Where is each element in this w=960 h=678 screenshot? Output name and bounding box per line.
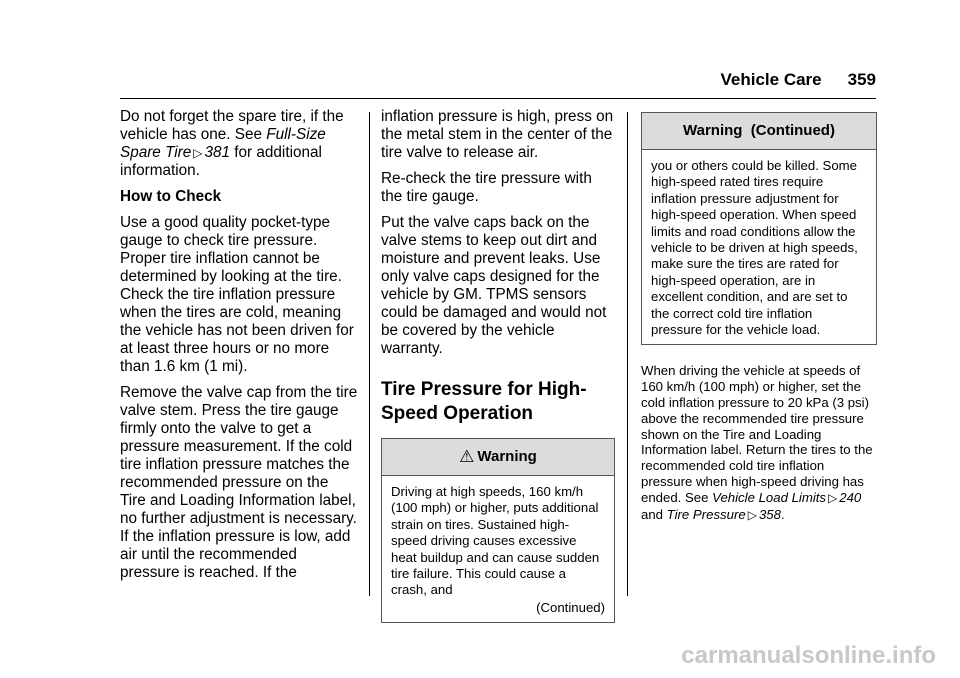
how-to-check-heading: How to Check [120,188,222,205]
watermark: carmanualsonline.info [681,642,936,669]
vehicle-load-limits-link[interactable]: Vehicle Load Limits [712,489,827,505]
high-speed-paragraph [641,363,877,523]
tire-pressure-link[interactable]: Tire Pressure [666,506,746,522]
triangle-right-icon: ▷ [828,490,838,505]
warning-title [382,439,614,476]
spare-tire-link[interactable]: Full-Size Spare Tire [120,126,326,161]
gauge-paragraph: Use a good quality pocket-type gauge to check tire pressure. Proper tire inflation cannot be determined by looking at the tire. Check the tire inflation pressure when the tires are cold, meaning the vehicle has not been driven for at least three hours or no more than 1.6 km (1 mi). [120,214,354,375]
warning-body-text: Driving at high speeds, 160 km/h (100 mph) or higher, puts additional strain on tires. Sustained high-speed driving causes excessive heat buildup and can cause sudden tire failure. This could cause a crash, and [391,484,600,598]
column-3 [641,108,877,531]
warning-icon: ⚠ [459,447,475,466]
release-air-paragraph: inflation pressure is high, press on the metal stem in the center of the tire valve to release air. [381,108,614,161]
recheck-paragraph: Re-check the tire pressure with the tire gauge. [381,170,592,205]
warning-body [382,476,614,622]
spare-tire-page-ref[interactable]: 381 [204,144,231,161]
triangle-right-icon: ▷ [747,507,757,522]
warning-box [381,438,615,623]
triangle-right-icon: ▷ [193,146,203,160]
text: for additional information. [120,144,322,179]
spare-tire-paragraph [120,108,358,180]
warning-continued-box [641,112,877,345]
text: Do not forget the spare tire, if the vehicle has one. See [120,108,344,143]
column-2 [381,108,615,623]
header-rule [120,98,876,99]
warning-continued-title: Warning (Continued) [642,113,876,150]
warning-continued-body: you or others could be killed. Some high-speed rated tires require inflation pressure adjustment for high-speed operation. When speed limits and road conditions allow the vehicle to be driven at high speeds, make sure the tires are rated for high-speed operation, are in excellent condition, and are set to the correct cold tire inflation pressure for the vehicle load. [651,158,858,338]
text: When driving the vehicle at speeds of 160 km/h (100 mph) or higher, set the cold inflation pressure to 20 kPa (3 psi) above the recommended tire pressure shown on the Tire and Loading Information label. Return the tires to the recommended cold tire inflation pressure when high-speed driving has ended. See [641,363,873,505]
column-divider-2 [627,112,628,596]
page-header [0,70,876,90]
tire-pressure-page-ref[interactable]: 358 [758,506,781,522]
section-title: Vehicle Care [720,70,822,89]
text: and [641,506,667,522]
warning-title-text: Warning [477,448,537,465]
valve-cap-paragraph: Remove the valve cap from the tire valve stem. Press the tire gauge firmly onto the valve to get a pressure measurement. If the cold tire inflation pressure matches the recommended pressure on the Tire and Loading Information label, no further adjustment is necessary. If the inflation pressure is low, add air until the recommended pressure is reached. If the [120,384,358,581]
page-number: 359 [847,70,876,89]
column-divider-1 [369,112,370,596]
text: . [780,506,785,522]
high-speed-heading: Tire Pressure for High-Speed Operation [381,379,587,424]
vehicle-load-limits-page-ref[interactable]: 240 [839,489,862,505]
valve-caps-paragraph: Put the valve caps back on the valve stems to keep out dirt and moisture and prevent leaks. Use only valve caps designed for the vehicle by GM. TPMS sensors could be damaged and would not be covered by the vehicle warranty. [381,214,607,357]
column-1 [120,108,358,590]
continued-label: (Continued) [536,599,605,615]
